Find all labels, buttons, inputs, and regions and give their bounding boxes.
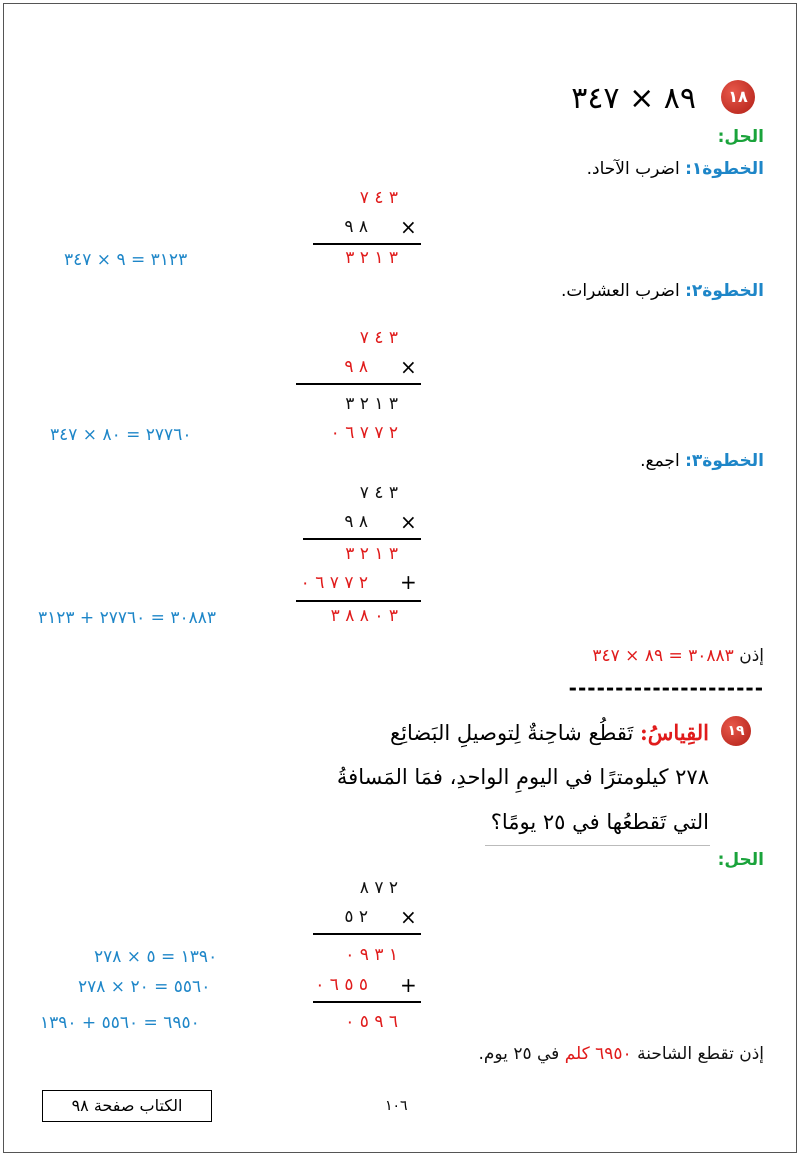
question-number-badge: ١٨: [721, 80, 755, 114]
problem19-line1: [390, 720, 709, 745]
problem19-conclusion: [478, 1044, 764, 1064]
p19-equation-3: ٦٩٥٠ = ٥٥٦٠ + ١٣٩٠: [40, 1013, 200, 1033]
step2-text: اضرب العشرات.: [560, 281, 686, 301]
step1-equation: ٣١٢٣ = ٩ × ٣٤٧: [64, 250, 188, 270]
step2-result: ٢ ٧ ٧ ٦ ٠: [330, 423, 398, 443]
step3-multiplier: ٨ ٩: [344, 512, 368, 532]
times-sign: ×: [400, 905, 417, 929]
problem18-conclusion: [592, 646, 764, 666]
p19-multiplicand: ٢ ٧ ٨: [359, 878, 398, 898]
step2-partial: ٣ ١ ٢ ٣: [345, 394, 398, 414]
step1-rule: [313, 243, 421, 245]
problem19-line3: التي تَقطعُها في ٢٥ يومًا؟: [490, 810, 709, 834]
step2-rule: [296, 383, 421, 385]
p19-conclusion-unit: كلم: [564, 1044, 590, 1064]
step3-text: اجمع.: [640, 451, 686, 471]
problem19-line2: ٢٧٨ كيلومترًا في اليومِ الواحدِ، فمَا المَسافةُ: [336, 765, 709, 789]
conclusion-prefix: إذن: [739, 646, 764, 666]
p19-partial-2: ٥ ٥ ٦ ٠: [315, 975, 368, 995]
p19-conclusion-value: ٦٩٥٠: [595, 1044, 632, 1064]
step2-multiplier: ٨ ٩: [344, 357, 368, 377]
step3-equation: ٣٠٨٨٣ = ٢٧٧٦٠ + ٣١٢٣: [38, 608, 216, 628]
problem19-text1: تَقطُع شاحِنةٌ لِتوصيلِ البَضائِع: [390, 721, 634, 745]
p19-rule-1: [313, 933, 421, 935]
p19-rule-2: [313, 1001, 421, 1003]
p19-result: ٦ ٩ ٥ ٠: [345, 1012, 398, 1032]
step1-multiplier: ٨ ٩: [344, 217, 368, 237]
conclusion-equation: ٣٠٨٨٣ = ٨٩ × ٣٤٧: [592, 646, 734, 666]
plus-sign: +: [400, 973, 417, 997]
section-separator: ---------------------: [568, 676, 764, 700]
step3-result: ٣ ٠ ٨ ٨ ٣: [330, 606, 398, 626]
question-number-badge: ١٩: [721, 716, 751, 746]
measurement-keyword: القِياسُ:: [640, 720, 709, 745]
p19-partial-1: ١ ٣ ٩ ٠: [345, 945, 398, 965]
step1-text: اضرب الآحاد.: [586, 159, 686, 179]
p19-multiplier: ٢ ٥: [344, 907, 368, 927]
step1-line: [587, 159, 764, 179]
step3-label: الخطوة٣:: [685, 451, 764, 471]
p19-equation-2: ٥٥٦٠ = ٢٠ × ٢٧٨: [78, 977, 211, 997]
times-sign: ×: [400, 355, 417, 379]
step3-line: [640, 451, 764, 471]
solution-label: الحل:: [717, 850, 764, 870]
p19-equation-1: ١٣٩٠ = ٥ × ٢٧٨: [94, 947, 218, 967]
text-underline: [485, 845, 710, 846]
times-sign: ×: [400, 510, 417, 534]
step2-equation: ٢٧٧٦٠ = ٨٠ × ٣٤٧: [50, 425, 192, 445]
p19-conclusion-part2: في ٢٥ يوم.: [478, 1044, 560, 1064]
solution-label: الحل:: [717, 127, 764, 147]
step1-result: ٣ ١ ٢ ٣: [345, 248, 398, 268]
step2-line: [561, 281, 764, 301]
book-page-reference: الكتاب صفحة ٩٨: [42, 1090, 212, 1122]
step3-rule-1: [303, 538, 421, 540]
step3-partial-1: ٣ ١ ٢ ٣: [345, 544, 398, 564]
step2-label: الخطوة٢:: [685, 281, 764, 301]
question-expression: ٨٩ × ٣٤٧: [571, 81, 696, 116]
page-number: ١٠٦: [385, 1098, 408, 1114]
step3-rule-2: [296, 600, 421, 602]
plus-sign: +: [400, 570, 417, 594]
step3-multiplicand: ٣ ٤ ٧: [359, 483, 398, 503]
p19-conclusion-part1: إذن تقطع الشاحنة: [637, 1044, 764, 1064]
step1-label: الخطوة١:: [685, 159, 764, 179]
times-sign: ×: [400, 215, 417, 239]
step3-partial-2: ٢ ٧ ٧ ٦ ٠: [300, 573, 368, 593]
step2-multiplicand: ٣ ٤ ٧: [359, 328, 398, 348]
step1-multiplicand: ٣ ٤ ٧: [359, 188, 398, 208]
